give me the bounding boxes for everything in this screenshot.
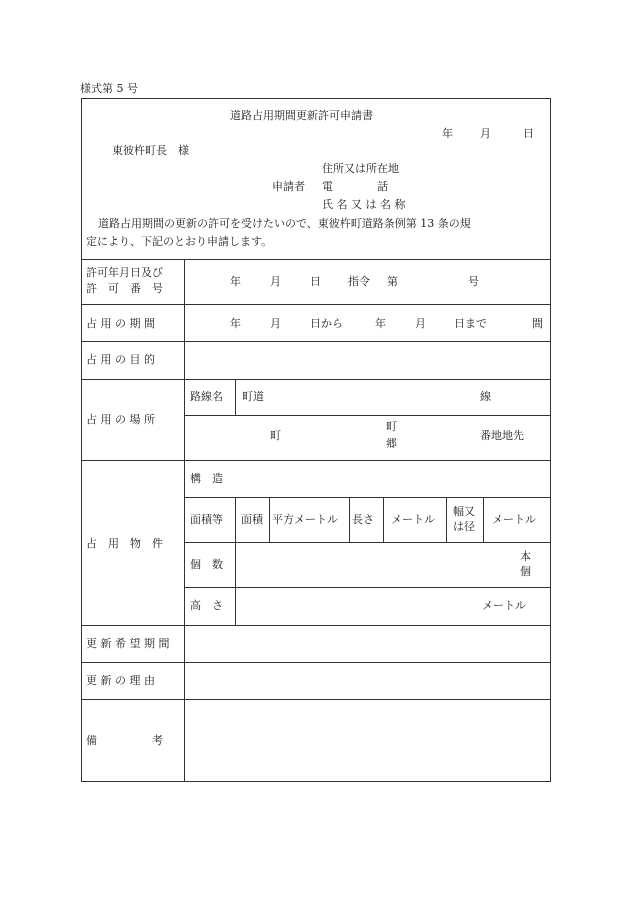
permit-go: 号: [468, 275, 479, 288]
address-label: 住所又は所在地: [322, 162, 399, 175]
form-title: 道路占用期間更新許可申請書: [230, 109, 373, 122]
remarks-label: 備 考: [86, 734, 163, 747]
addressee: 東彼杵町長 様: [112, 144, 189, 157]
purpose-label: 占 用 の 目 的: [86, 353, 155, 366]
phone-label: 電 話: [322, 180, 388, 193]
count-label: 個 数: [190, 558, 223, 571]
permit-year: 年: [230, 275, 241, 288]
renew-period-label: 更 新 希 望 期 間: [86, 637, 170, 650]
area-sub-label: 面積: [241, 513, 263, 526]
height-label: 高 さ: [190, 599, 223, 612]
body-line-1: 道路占用期間の更新の許可を受けたいので、東彼杵町道路条例第 13 条の規: [98, 217, 471, 230]
period-to: 日まで: [454, 317, 487, 330]
unit-hon: 本: [520, 550, 531, 563]
permit-label-2: 許 可 番 号: [86, 282, 163, 295]
permit-label-1: 許可年月日及び: [86, 266, 163, 279]
period-from: 日から: [310, 317, 343, 330]
route-suffix: 線: [480, 390, 491, 403]
period-between: 間: [532, 317, 543, 330]
route-label: 路線名: [190, 390, 223, 403]
name-label: 氏 名 又 は 名 称: [322, 198, 406, 211]
machi: 町: [386, 420, 397, 433]
permit-day: 日: [310, 275, 321, 288]
form-number: 様式第 5 号: [80, 82, 138, 95]
applicant-label: 申請者: [272, 180, 305, 193]
route-value: 町道: [242, 390, 264, 403]
town: 町: [270, 429, 281, 442]
width-label-1: 幅又: [453, 505, 475, 518]
length-label: 長さ: [352, 513, 374, 526]
meter-unit-1: メートル: [391, 513, 435, 526]
lot-number: 番地地先: [480, 429, 524, 442]
period-month-2: 月: [415, 317, 426, 330]
application-form: [81, 98, 551, 782]
permit-order: 指令: [348, 275, 370, 288]
permit-month: 月: [270, 275, 281, 288]
period-month-1: 月: [270, 317, 281, 330]
period-label: 占 用 の 期 間: [86, 317, 155, 330]
date-month: 月: [480, 127, 491, 140]
meter-unit-3: メートル: [482, 599, 526, 612]
reason-label: 更 新 の 理 由: [86, 674, 155, 687]
go-village: 郷: [386, 437, 397, 450]
permit-dai: 第: [387, 275, 398, 288]
period-year-2: 年: [375, 317, 386, 330]
date-day: 日: [523, 127, 534, 140]
width-label-2: は径: [453, 520, 475, 533]
area-label: 面積等: [190, 513, 223, 526]
structure-label: 構 造: [190, 472, 223, 485]
object-label: 占 用 物 件: [86, 537, 163, 550]
place-label: 占 用 の 場 所: [86, 413, 155, 426]
body-line-2: 定により、下記のとおり申請します。: [86, 235, 273, 248]
unit-ko: 個: [520, 565, 531, 578]
meter-unit-2: メートル: [492, 513, 536, 526]
period-year-1: 年: [230, 317, 241, 330]
date-year: 年: [442, 127, 453, 140]
sqm-unit: 平方メートル: [272, 513, 338, 526]
